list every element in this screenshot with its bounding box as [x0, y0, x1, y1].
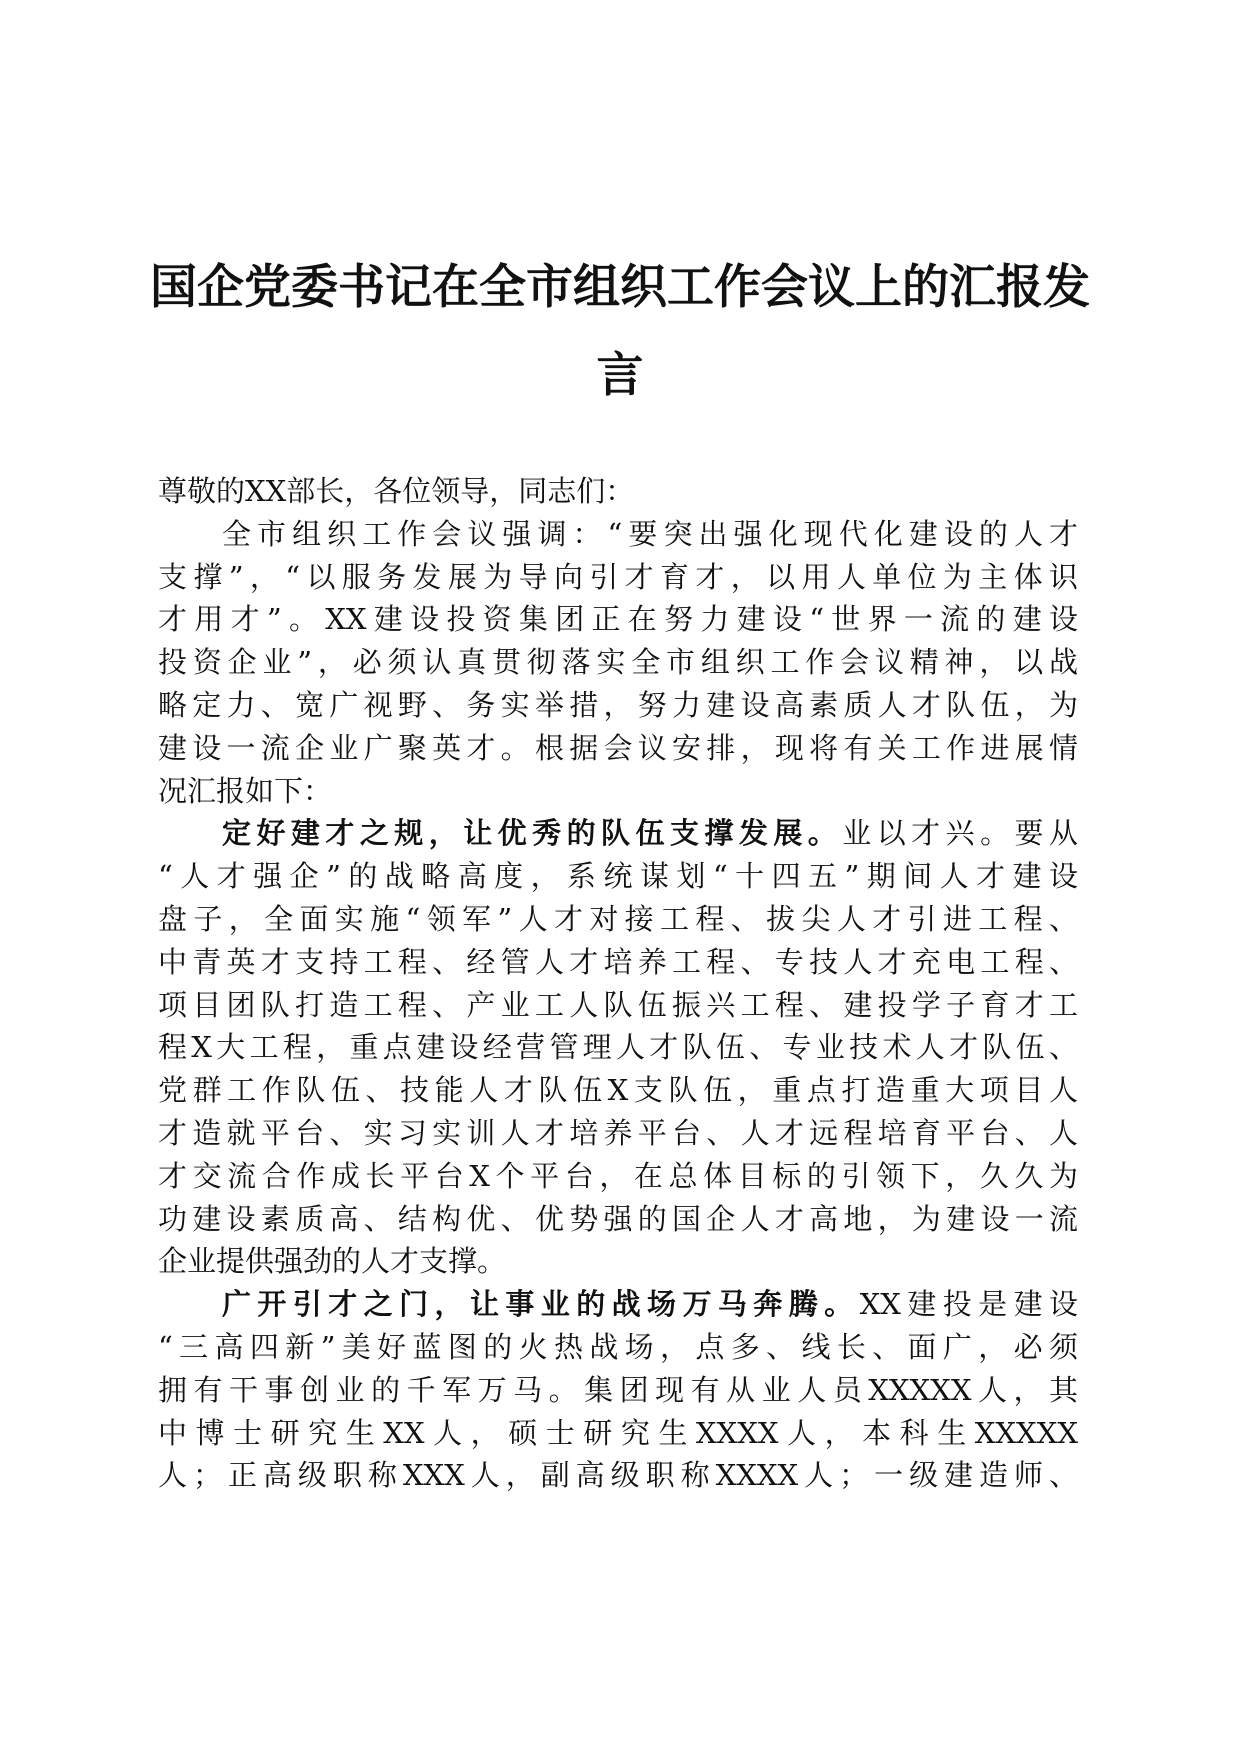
title-line-1: 国企党委书记在全市组织工作会议上的汇报发	[150, 260, 1090, 315]
paragraph-line: 才造就平台、实习实训人才培养平台、人才远程培育平台、人	[158, 1115, 1078, 1150]
salutation: 尊敬的XX部长，各位领导，同志们：	[158, 474, 635, 508]
paragraph-3	[158, 1283, 1078, 1497]
paragraph-line: 中博士研究生XX人，硕士研究生XXXX人，本科生XXXXX	[158, 1415, 1078, 1450]
paragraph-first-line	[158, 812, 1078, 855]
paragraph-line: 人；正高级职称XXX人，副高级职称XXXX人；一级建造师、	[158, 1458, 1078, 1493]
paragraph-line: 才用才”。XX建设投资集团正在努力建设“世界一流的建设	[158, 602, 1078, 637]
paragraph-line: 项目团队打造工程、产业工人队伍振兴工程、建投学子育才工	[158, 987, 1078, 1022]
paragraph-2	[158, 812, 1078, 1283]
document-body	[158, 470, 1078, 1497]
paragraph-first-line	[158, 1283, 1078, 1326]
paragraph-line: 略定力、宽广视野、务实举措，努力建设高素质人才队伍，为	[158, 687, 1078, 722]
paragraph-line: “人才强企”的战略高度，系统谋划“十四五”期间人才建设	[158, 859, 1078, 894]
paragraph-line: 支撑”，“以服务发展为导向引才育才，以用人单位为主体识	[158, 559, 1078, 594]
paragraph-line: 功建设素质高、结构优、优势强的国企人才高地，为建设一流	[158, 1201, 1078, 1236]
section-heading: 定好建才之规，让优秀的队伍支撑发展。	[222, 816, 843, 851]
paragraph-line: “三高四新”美好蓝图的火热战场，点多、线长、面广，必须	[158, 1329, 1078, 1364]
section-heading: 广开引才之门，让事业的战场万马奔腾。	[222, 1287, 860, 1322]
paragraph-line: 投资企业”，必须认真贯彻落实全市组织工作会议精神，以战	[158, 645, 1078, 680]
paragraph-line: 盘子，全面实施“领军”人才对接工程、拔尖人才引进工程、	[158, 901, 1078, 936]
section-lead-text: 业以才兴。要从	[842, 816, 1078, 851]
section-lead-text: XX建投是建设	[859, 1287, 1078, 1322]
paragraph-line: 全市组织工作会议强调：“要突出强化现代化建设的人才	[222, 516, 1078, 551]
paragraph-line: 中青英才支持工程、经管人才培养工程、专技人才充电工程、	[158, 944, 1078, 979]
paragraph-line: 况汇报如下：	[158, 773, 333, 808]
paragraph-1	[158, 513, 1078, 813]
paragraph-line: 党群工作队伍、技能人才队伍X支队伍，重点打造重大项目人	[158, 1073, 1078, 1108]
paragraph-line: 建设一流企业广聚英才。根据会议安排，现将有关工作进展情	[158, 730, 1078, 765]
title-line-2: 言	[596, 348, 644, 403]
paragraph-line: 程X大工程，重点建设经营管理人才队伍、专业技术人才队伍、	[158, 1030, 1078, 1065]
paragraph-line: 拥有干事创业的千军万马。集团现有从业人员XXXXX人，其	[158, 1372, 1078, 1407]
document-title	[0, 244, 1240, 420]
paragraph-line: 企业提供强劲的人才支撑。	[158, 1244, 507, 1279]
paragraph-line: 才交流合作成长平台X个平台，在总体目标的引领下，久久为	[158, 1158, 1078, 1193]
